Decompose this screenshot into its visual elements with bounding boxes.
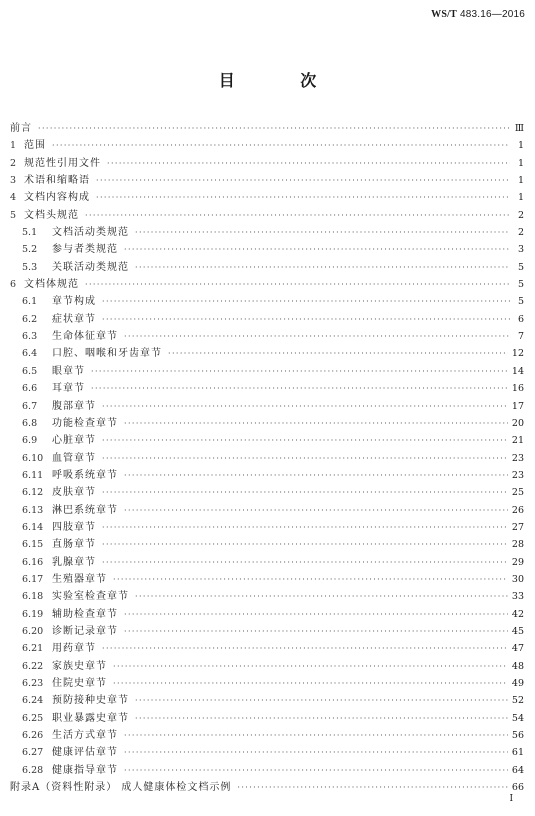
toc-entry-number: 6.5 <box>22 365 38 377</box>
toc-entry-page: 7 <box>517 331 524 343</box>
toc-entry-title: 职业暴露史章节 <box>52 712 129 724</box>
toc-dot-leader <box>113 571 508 588</box>
toc-entry-title: 血管章节 <box>52 452 96 464</box>
toc-entry[interactable] <box>10 744 524 761</box>
document-code <box>431 9 525 20</box>
toc-entry-page: 14 <box>511 365 524 377</box>
toc-entry-title: 住院史章节 <box>52 678 107 689</box>
toc-dot-leader <box>102 293 510 310</box>
toc-entry[interactable] <box>10 398 524 415</box>
toc-entry[interactable] <box>10 606 524 623</box>
toc-entry[interactable] <box>10 172 524 189</box>
toc-entry-number: 6.3 <box>22 331 38 343</box>
toc-title: 目 次 <box>218 71 347 90</box>
toc-entry[interactable] <box>10 484 524 501</box>
toc-entry-title: 四肢章节 <box>52 521 96 533</box>
toc-entry-page: 1 <box>517 192 524 204</box>
toc-entry-page: Ⅲ <box>514 123 524 134</box>
toc-entry[interactable] <box>10 658 524 675</box>
toc-entry-number: 5.1 <box>22 227 38 239</box>
toc-entry[interactable] <box>10 293 524 310</box>
toc-entry-page: 25 <box>511 487 524 499</box>
toc-entry-number: 6.17 <box>22 573 44 585</box>
toc-entry-page: 1 <box>517 140 524 152</box>
toc-dot-leader <box>135 224 510 241</box>
toc-entry-number: 6.7 <box>22 400 38 412</box>
toc-dot-leader <box>168 345 508 362</box>
toc-entry-number: 6.27 <box>22 747 44 759</box>
toc-entry-page: 1 <box>517 175 524 187</box>
toc-entry[interactable] <box>10 692 524 709</box>
toc-entry[interactable] <box>10 623 524 640</box>
toc-entry-title: 关联活动类规范 <box>52 261 129 273</box>
toc-entry[interactable] <box>10 640 524 657</box>
toc-entry-page: 33 <box>511 591 524 603</box>
document-code-prefix: WS/T <box>431 9 457 20</box>
toc-entry-title: 症状章节 <box>52 313 96 325</box>
toc-dot-leader <box>135 259 510 276</box>
toc-entry-page: 5 <box>517 296 524 308</box>
toc-entry[interactable] <box>10 189 524 206</box>
toc-entry[interactable] <box>10 762 524 779</box>
toc-entry-page: 52 <box>511 695 524 707</box>
page-number: I <box>509 794 513 804</box>
toc-entry-title: 呼吸系统章节 <box>52 469 118 481</box>
toc-entry-title: 生殖器章节 <box>52 573 107 585</box>
toc-entry-page: 2 <box>517 227 524 239</box>
toc-entry[interactable] <box>10 155 524 172</box>
toc-entry-number: 6.12 <box>22 487 44 499</box>
toc-entry-title: 耳章节 <box>52 383 85 395</box>
toc-entry-number: 6.25 <box>22 712 44 724</box>
toc-entry[interactable] <box>10 276 524 293</box>
toc-entry[interactable] <box>10 259 524 276</box>
toc-dot-leader <box>102 432 508 449</box>
toc-dot-leader <box>96 172 510 189</box>
toc-dot-leader <box>124 467 508 484</box>
toc-entry-page: 3 <box>517 244 524 256</box>
toc-entry-number: 6.2 <box>22 313 38 325</box>
toc-entry-title: 附录A（资料性附录） 成人健康体检文档示例 <box>10 782 232 794</box>
toc-entry-title: 淋巴系统章节 <box>52 504 118 516</box>
toc-entry[interactable] <box>10 502 524 519</box>
toc-entry-number: 6.28 <box>22 764 44 776</box>
toc-entry[interactable] <box>10 241 524 258</box>
toc-entry-page: 12 <box>511 348 524 360</box>
toc-entry-number: 5 <box>10 209 17 221</box>
toc-entry-page: 45 <box>511 625 524 637</box>
toc-entry-number: 6.10 <box>22 452 44 464</box>
toc-dot-leader <box>102 554 508 571</box>
toc-entry[interactable] <box>10 727 524 744</box>
toc-entry-title: 健康评估章节 <box>52 747 118 759</box>
toc-entry-number: 6.22 <box>22 660 44 672</box>
toc-entry-page: 23 <box>511 452 524 464</box>
toc-entry[interactable] <box>10 467 524 484</box>
toc-entry-number: 6.6 <box>22 383 38 395</box>
toc-entry-title: 文档内容构成 <box>24 192 90 204</box>
toc-entry-number: 6.23 <box>22 678 44 689</box>
toc-entry-page: 29 <box>511 556 524 568</box>
toc-entry-title: 家族史章节 <box>52 660 107 672</box>
toc-entry-title: 范围 <box>24 140 46 152</box>
toc-dot-leader <box>135 710 508 727</box>
toc-entry-number: 6.1 <box>22 296 38 308</box>
toc-entry-title: 生活方式章节 <box>52 730 118 742</box>
toc-entry-title: 辅助检查章节 <box>52 608 118 620</box>
toc-dot-leader <box>124 623 508 640</box>
toc-entry[interactable] <box>10 571 524 588</box>
toc-entry-number: 5.3 <box>22 261 38 273</box>
toc-entry-page: 56 <box>511 730 524 742</box>
toc-entry-page: 16 <box>511 383 524 395</box>
toc-entry[interactable] <box>10 710 524 727</box>
toc-entry-page: 64 <box>511 764 524 776</box>
toc-entry-page: 61 <box>511 747 524 759</box>
toc-dot-leader <box>102 536 508 553</box>
toc-entry-page: 27 <box>511 521 524 533</box>
toc-entry-title: 皮肤章节 <box>52 487 96 499</box>
toc-entry[interactable] <box>10 554 524 571</box>
toc-entry-title: 功能检查章节 <box>52 417 118 429</box>
toc-entry-page: 26 <box>511 504 524 516</box>
document-code-number: 483.16—2016 <box>459 9 525 20</box>
toc-entry-number: 1 <box>10 140 17 152</box>
toc-entry-number: 5.2 <box>22 244 38 256</box>
toc-entry[interactable] <box>10 675 524 692</box>
toc-entry[interactable] <box>10 432 524 449</box>
toc-dot-leader <box>102 484 508 501</box>
toc-dot-leader <box>85 207 510 224</box>
toc-entry[interactable] <box>10 588 524 605</box>
toc-entry-number: 6.11 <box>22 469 44 481</box>
toc-dot-leader <box>102 640 508 657</box>
toc-entry[interactable] <box>10 380 524 397</box>
toc-entry-page: 28 <box>511 539 524 551</box>
toc-dot-leader <box>124 727 508 744</box>
toc-entry-title: 文档头规范 <box>24 209 79 221</box>
toc-entry-page: 17 <box>511 400 524 412</box>
toc-dot-leader <box>102 450 508 467</box>
toc-entry-number: 6.4 <box>22 348 38 360</box>
toc-entry-number: 6.24 <box>22 695 44 707</box>
toc-entry-number: 6 <box>10 279 17 291</box>
toc-dot-leader <box>107 155 510 172</box>
toc-entry-number: 6.8 <box>22 417 38 429</box>
toc-entry-number: 6.21 <box>22 643 44 655</box>
toc-entry[interactable] <box>10 345 524 362</box>
toc-entry-number: 6.9 <box>22 435 38 447</box>
toc-entry[interactable] <box>10 120 524 137</box>
toc-entry-number: 6.16 <box>22 556 44 568</box>
toc-entry-title: 术语和缩略语 <box>24 175 90 187</box>
toc-entry[interactable] <box>10 363 524 380</box>
toc-entry-title: 实验室检查章节 <box>52 591 129 603</box>
toc-dot-leader <box>102 398 508 415</box>
toc-entry-title: 腹部章节 <box>52 400 96 412</box>
toc-entry-title: 生命体征章节 <box>52 331 118 343</box>
toc-entry-page: 49 <box>511 678 524 689</box>
toc-entry-page: 1 <box>517 157 524 169</box>
toc-entry[interactable] <box>10 328 524 345</box>
toc-entry-page: 21 <box>511 435 524 447</box>
toc-entry-title: 口腔、咽喉和牙齿章节 <box>52 348 162 360</box>
toc-entry[interactable] <box>10 779 524 796</box>
toc-dot-leader <box>85 276 510 293</box>
toc-dot-leader <box>38 120 510 137</box>
toc-dot-leader <box>124 415 508 432</box>
toc-entry-number: 6.14 <box>22 521 44 533</box>
toc-entry-title: 文档活动类规范 <box>52 227 129 239</box>
toc-entry-page: 48 <box>511 660 524 672</box>
toc-dot-leader <box>102 311 510 328</box>
toc-entry-page: 23 <box>511 469 524 481</box>
toc-dot-leader <box>237 779 508 796</box>
toc-entry-title: 章节构成 <box>52 296 96 308</box>
toc-entry-title: 参与者类规范 <box>52 244 118 256</box>
toc-dot-leader <box>113 675 508 692</box>
toc-dot-leader <box>91 380 508 397</box>
toc-dot-leader <box>91 363 508 380</box>
toc-entry-title: 诊断记录章节 <box>52 625 118 637</box>
toc-entry-page: 20 <box>511 417 524 429</box>
toc-entry-number: 6.19 <box>22 608 44 620</box>
toc-dot-leader <box>124 762 508 779</box>
toc-entry[interactable] <box>10 224 524 241</box>
toc-entry-number: 6.13 <box>22 504 44 516</box>
toc-entry[interactable] <box>10 207 524 224</box>
toc-entry-page: 47 <box>511 643 524 655</box>
toc-dot-leader <box>135 588 508 605</box>
toc-entry-number: 2 <box>10 157 17 169</box>
toc-entry-page: 54 <box>511 712 524 724</box>
toc-dot-leader <box>124 502 508 519</box>
toc-dot-leader <box>135 692 508 709</box>
toc-entry-page: 5 <box>517 279 524 291</box>
toc-dot-leader <box>124 744 508 761</box>
toc-entry[interactable] <box>10 311 524 328</box>
toc-entry-page: 30 <box>511 573 524 585</box>
toc-entry-number: 6.20 <box>22 625 44 637</box>
toc-entry-title: 眼章节 <box>52 365 85 377</box>
toc-dot-leader <box>113 658 508 675</box>
toc-entry-number: 6.18 <box>22 591 44 603</box>
toc-entry[interactable] <box>10 415 524 432</box>
toc-entry-number: 4 <box>10 192 17 204</box>
toc-entry-title: 规范性引用文件 <box>24 157 101 169</box>
toc-entry[interactable] <box>10 519 524 536</box>
toc-entry-number: 6.26 <box>22 730 44 742</box>
toc-entry-number: 6.15 <box>22 539 44 551</box>
toc-entry-page: 42 <box>511 608 524 620</box>
toc-entry-number: 3 <box>10 175 17 187</box>
toc-entry[interactable] <box>10 536 524 553</box>
toc-entry-title: 用药章节 <box>52 643 96 655</box>
toc-entry-title: 心脏章节 <box>52 435 96 447</box>
toc-entry-title: 直肠章节 <box>52 539 96 551</box>
toc-dot-leader <box>102 519 508 536</box>
toc-entry-title: 预防接种史章节 <box>52 695 129 707</box>
toc-dot-leader <box>124 241 510 258</box>
toc-entry-page: 2 <box>517 209 524 221</box>
toc-entry-page: 5 <box>517 261 524 273</box>
toc-dot-leader <box>96 189 510 206</box>
toc-dot-leader <box>124 606 508 623</box>
toc-entry-title: 文档体规范 <box>24 279 79 291</box>
toc-entry-title: 健康指导章节 <box>52 764 118 776</box>
toc-dot-leader <box>52 137 510 154</box>
toc-entry-title: 前言 <box>10 123 32 134</box>
toc-entry[interactable] <box>10 137 524 154</box>
toc-entry[interactable] <box>10 450 524 467</box>
toc-entry-page: 66 <box>511 782 524 794</box>
toc-entry-page: 6 <box>517 313 524 325</box>
table-of-contents <box>10 120 524 796</box>
toc-dot-leader <box>124 328 510 345</box>
toc-entry-title: 乳腺章节 <box>52 556 96 568</box>
